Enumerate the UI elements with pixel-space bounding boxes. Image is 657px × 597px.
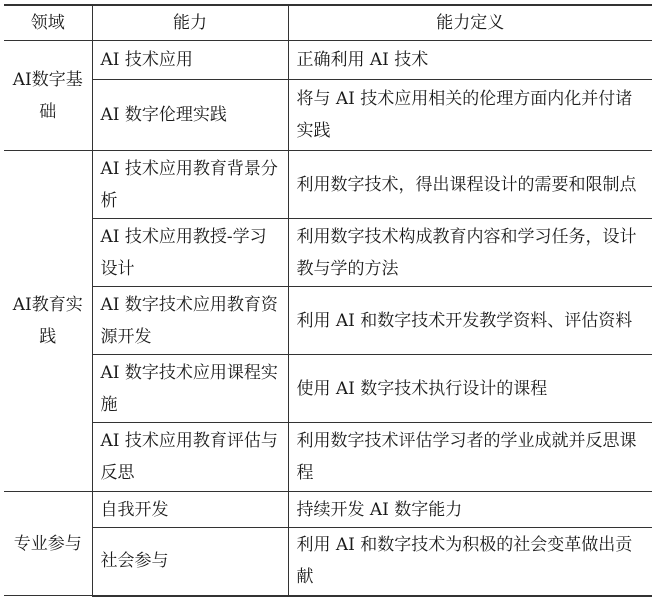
definition-cell: 利用 AI 和数字技术为积极的社会变革做出贡献 [288,528,652,596]
ability-cell: AI 技术应用教育背景分析 [92,151,288,219]
definition-cell: 将与 AI 技术应用相关的伦理方面内化并付诸实践 [288,80,652,151]
ability-cell: 社会参与 [92,528,288,596]
ability-cell: 自我开发 [92,492,288,528]
table-row [4,287,652,355]
table-row [4,528,652,596]
ability-cell: AI 数字伦理实践 [92,80,288,151]
domain-cell: 专业参与 [4,492,92,596]
table-row [4,423,652,492]
table-row [4,355,652,423]
definition-cell: 持续开发 AI 数字能力 [288,492,652,528]
table-row [4,151,652,219]
header-row [4,5,652,41]
definition-cell: 利用数字技术构成教育内容和学习任务，设计教与学的方法 [288,219,652,287]
definition-cell: 使用 AI 数字技术执行设计的课程 [288,355,652,423]
table-row [4,219,652,287]
definition-cell: 利用数字技术，得出课程设计的需要和限制点 [288,151,652,219]
ability-cell: AI 数字技术应用教育资源开发 [92,287,288,355]
ability-cell: AI 技术应用教育评估与反思 [92,423,288,492]
domain-cell: AI数字基础 [4,41,92,151]
definition-cell: 利用 AI 和数字技术开发教学资料、评估资料 [288,287,652,355]
competency-table [4,4,652,597]
table-row [4,80,652,151]
definition-cell: 利用数字技术评估学习者的学业成就并反思课程 [288,423,652,492]
definition-cell: 正确利用 AI 技术 [288,41,652,80]
ability-cell: AI 技术应用 [92,41,288,80]
table-row [4,492,652,528]
ability-cell: AI 数字技术应用课程实施 [92,355,288,423]
domain-cell: AI教育实践 [4,151,92,492]
header-ability: 能力 [92,5,288,41]
header-definition: 能力定义 [288,5,652,41]
header-domain: 领域 [4,5,92,41]
table-row [4,41,652,80]
ability-cell: AI 技术应用教授-学习设计 [92,219,288,287]
